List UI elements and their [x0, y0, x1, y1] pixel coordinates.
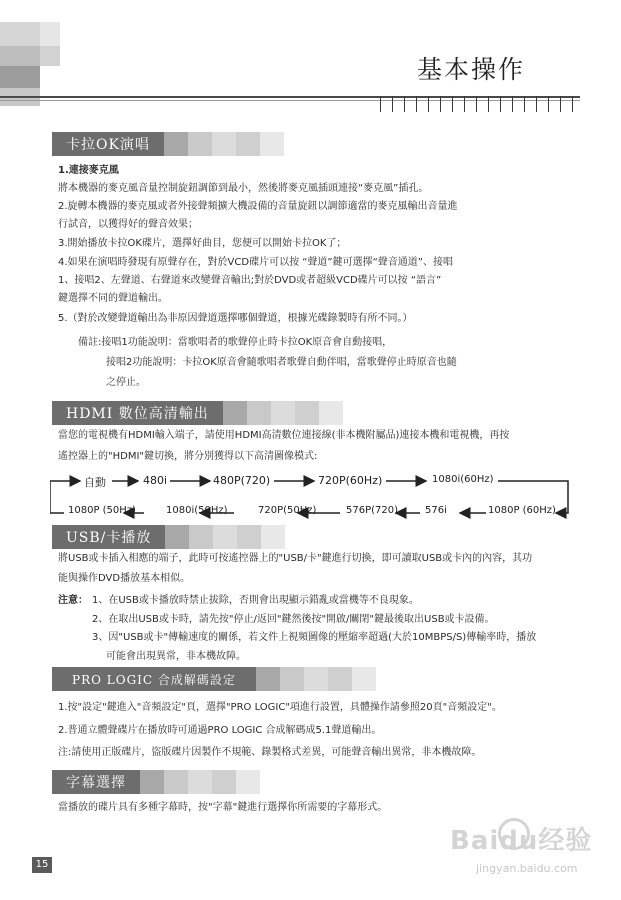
flow-node: 1080P (50Hz): [68, 505, 136, 516]
flow-node: 1080P (60Hz): [488, 505, 556, 516]
karaoke-line: 5.（對於改變聲道輸出為非原因聲道選擇哪個聲道，根據光碟錄製時有所不同。）: [58, 313, 413, 324]
page-number: 15: [32, 857, 52, 873]
section-heading-karaoke: [52, 132, 284, 156]
usb-note: 1、在USB或卡播放時禁止拔除，否則會出現顯示錯亂或當機等不良現象。: [92, 595, 419, 606]
flow-node: 1080i(60Hz): [432, 474, 494, 485]
karaoke-line: 2.旋轉本機器的麥克風或者外接聲頻擴大機設備的音量旋鈕以調節適當的麥克風輸出音量進: [58, 201, 458, 212]
page-title: 基本操作: [416, 55, 525, 84]
section-heading-label: USB/卡播放: [52, 525, 165, 549]
usb-line: 將USB或卡插入相應的端子，此時可按遙控器上的"USB/卡"鍵進行切換，即可讀取USB或卡內的內容，其功: [58, 553, 533, 564]
usb-note: 3、因"USB或卡"傳輸速度的關係，若文件上視頻圖像的壓縮率超過(大於10MBPS/S)傳輸率時，播放: [92, 632, 537, 643]
flow-node: 576P(720): [346, 505, 399, 516]
flow-node: 720P(60Hz): [318, 474, 383, 487]
karaoke-line: 1、接唱2、左聲道、右聲道來改變聲音輸出;對於DVD或者超級VCD碟片可以按 “語言”: [58, 275, 442, 286]
prologic-line: 2.普通立體聲碟片在播放時可通過PRO LOGIC 合成解碼成5.1聲道輸出。: [58, 725, 382, 736]
subtitle-line: 當播放的碟片具有多種字幕時，按"字幕"鍵進行選擇你所需要的字幕形式。: [58, 802, 388, 813]
karaoke-line: 1.連接麥克風: [58, 165, 119, 176]
corner-block: [0, 22, 40, 46]
flow-node: 576i: [425, 505, 447, 516]
usb-notes-label: 注意：: [58, 595, 88, 606]
hdmi-line: 當您的電視機有HDMI輸入端子，請使用HDMI高清數位連接線(非本機附屬品)連接本機和電視機，再按: [58, 430, 510, 441]
corner-block: [40, 46, 60, 66]
section-heading-usb: [52, 525, 285, 549]
karaoke-line: 鍵選擇不同的聲道輸出。: [58, 293, 168, 304]
prologic-line: 1.按"設定"鍵進入"音頻設定"頁，選擇"PRO LOGIC"項進行設置，具體操作請參照20頁"音頻設定"。: [58, 702, 502, 713]
prologic-line: 注:請使用正版碟片，盜版碟片因製作不規範、錄製格式差異，可能聲音輸出異常，非本機故障。: [58, 747, 482, 758]
usb-note: 2、在取出USB或卡時，請先按"停止/返回"鍵然後按"開啟/關閉"鍵最後取出USB或卡設備。: [92, 614, 495, 625]
flow-node: 480P(720): [213, 474, 271, 487]
karaoke-note: 之停止。: [106, 377, 146, 388]
section-heading-label: 字幕選擇: [52, 770, 140, 794]
corner-block: [0, 46, 40, 66]
flow-node: 480i: [143, 474, 168, 487]
section-heading-label: PRO LOGIC 合成解碼設定: [52, 667, 256, 691]
watermark-url: jingyan.baidu.com: [476, 862, 578, 875]
flow-node: 1080i(50Hz): [166, 505, 228, 516]
header-ruler-ticks: [380, 96, 580, 112]
karaoke-line: 將本機器的麥克風音量控制旋鈕調節到最小，然後將麥克風插頭連接“麥克風”插孔。: [58, 183, 429, 194]
corner-block: [40, 22, 60, 46]
section-heading-subtitle: [52, 770, 260, 794]
usb-line: 能與操作DVD播放基本相似。: [58, 573, 191, 584]
section-heading-label: HDMI 數位高清輸出: [52, 401, 223, 425]
karaoke-line: 4.如果在演唱時發現有原聲存在，對於VCD碟片可以按 “聲道”鍵可選擇“聲音通道”、接唱: [58, 257, 453, 268]
flow-node: 720P(50Hz): [258, 505, 317, 516]
corner-block: [0, 66, 40, 88]
karaoke-line: 3.開始播放卡拉OK碟片，選擇好曲目，您便可以開始卡拉OK了；: [58, 238, 347, 249]
karaoke-note: 備註:接唱1功能說明：當歌唱者的歌聲停止時卡拉OK原音會自動接唱，: [78, 337, 393, 348]
flow-arrow: [50, 481, 64, 513]
hdmi-line: 遙控器上的"HDMI"鍵切換，將分別獲得以下高清圖像模式:: [58, 451, 318, 462]
watermark-brand: Baidu经验: [450, 826, 593, 856]
karaoke-note: 接唱2功能說明：卡拉OK原音會隨歌唱者歌聲自動伴唱，當歌聲停止時原音也隨: [106, 357, 457, 368]
section-heading-hdmi: [52, 401, 343, 425]
flow-node: 自動: [84, 476, 106, 489]
usb-note: 可能會出現異常，非本機故障。: [106, 651, 246, 662]
section-heading-label: 卡拉OK演唱: [52, 132, 164, 156]
karaoke-line: 行試音，以獲得好的聲音效果；: [58, 219, 198, 230]
section-heading-prologic: [52, 667, 376, 691]
